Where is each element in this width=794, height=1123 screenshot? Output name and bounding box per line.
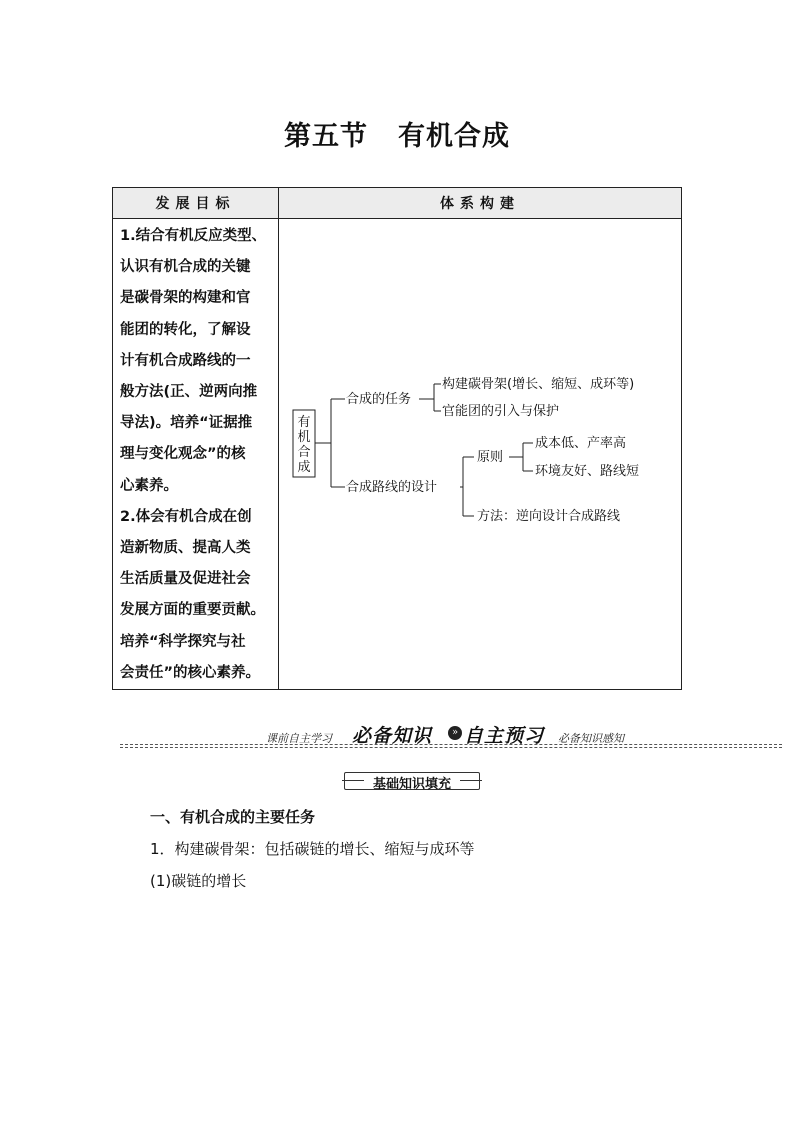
- goal-line: 理与变化观念”的核: [120, 446, 246, 463]
- mindmap-root-char-2: 机: [297, 430, 311, 445]
- mindmap-principle: 原则: [477, 450, 504, 465]
- body-line-1: 1．构建碳骨架：包括碳链的增长、缩短与成环等: [150, 840, 475, 858]
- banner-rule-2: [120, 747, 782, 748]
- mindmap-root-char-3: 合: [297, 445, 311, 460]
- arrow-icon: »: [448, 726, 462, 740]
- mindmap-cell: [279, 219, 682, 690]
- banner-big-left: 必备知识: [352, 725, 433, 747]
- title-topic: 有机合成: [398, 121, 510, 152]
- section-label: 基础知识填充: [372, 777, 451, 792]
- section-banner: [120, 718, 782, 758]
- body-line-2: (1)碳链的增长: [150, 872, 247, 890]
- goal-line: 计有机合成路线的一: [120, 352, 251, 369]
- page-title: [0, 114, 794, 153]
- banner-right-small: 必备知识感知: [558, 732, 624, 745]
- mindmap-root-char-1: 有: [297, 415, 311, 430]
- section-label-box: [344, 772, 480, 790]
- goal-lines: [120, 221, 274, 689]
- mindmap-task-item-1: 构建碳骨架(增长、缩短、成环等): [442, 377, 635, 392]
- banner-left-small: 课前自主学习: [266, 732, 332, 745]
- mindmap-task-item-2: 官能团的引入与保护: [442, 404, 560, 419]
- goal-line: 造新物质、提高人类: [120, 540, 251, 557]
- goal-line: 导法)。培养“证据推: [120, 415, 253, 432]
- goal-line: 1.结合有机反应类型、: [120, 228, 267, 244]
- goal-line: 2.体会有机合成在创: [120, 508, 252, 525]
- goal-line: 是碳骨架的构建和官: [120, 290, 251, 307]
- goals-cell: [113, 219, 279, 690]
- mindmap-route: 合成路线的设计: [346, 480, 438, 495]
- col2-header: 体系构建: [279, 188, 682, 219]
- col1-header: 发展目标: [113, 188, 279, 219]
- mindmap-principle-item-1: 成本低、产率高: [535, 436, 627, 451]
- goal-line: 生活质量及促进社会: [120, 571, 251, 588]
- goal-line: 认识有机合成的关键: [120, 259, 251, 276]
- goal-line: 发展方面的重要贡献。: [120, 602, 265, 619]
- goal-line: 能团的转化，了解设: [120, 321, 251, 338]
- goal-line: 般方法(正、逆两向推: [120, 384, 258, 401]
- mindmap-root-char-4: 成: [297, 460, 311, 475]
- mindmap-method: 方法：逆向设计合成路线: [477, 509, 621, 524]
- goal-line: 会责任”的核心素养。: [120, 664, 261, 681]
- mindmap-task: 合成的任务: [346, 392, 412, 407]
- body-heading: 一、有机合成的主要任务: [150, 808, 316, 826]
- goals-table: [112, 187, 682, 690]
- title-section: 第五节: [284, 121, 368, 152]
- goal-line: 心素养。: [120, 477, 178, 494]
- mindmap-principle-item-2: 环境友好、路线短: [535, 464, 640, 479]
- goal-line: 培养“科学探究与社: [120, 633, 246, 650]
- banner-big-right: 自主预习: [464, 725, 545, 747]
- mindmap-diagram: [279, 219, 681, 688]
- banner-rule: [120, 744, 782, 745]
